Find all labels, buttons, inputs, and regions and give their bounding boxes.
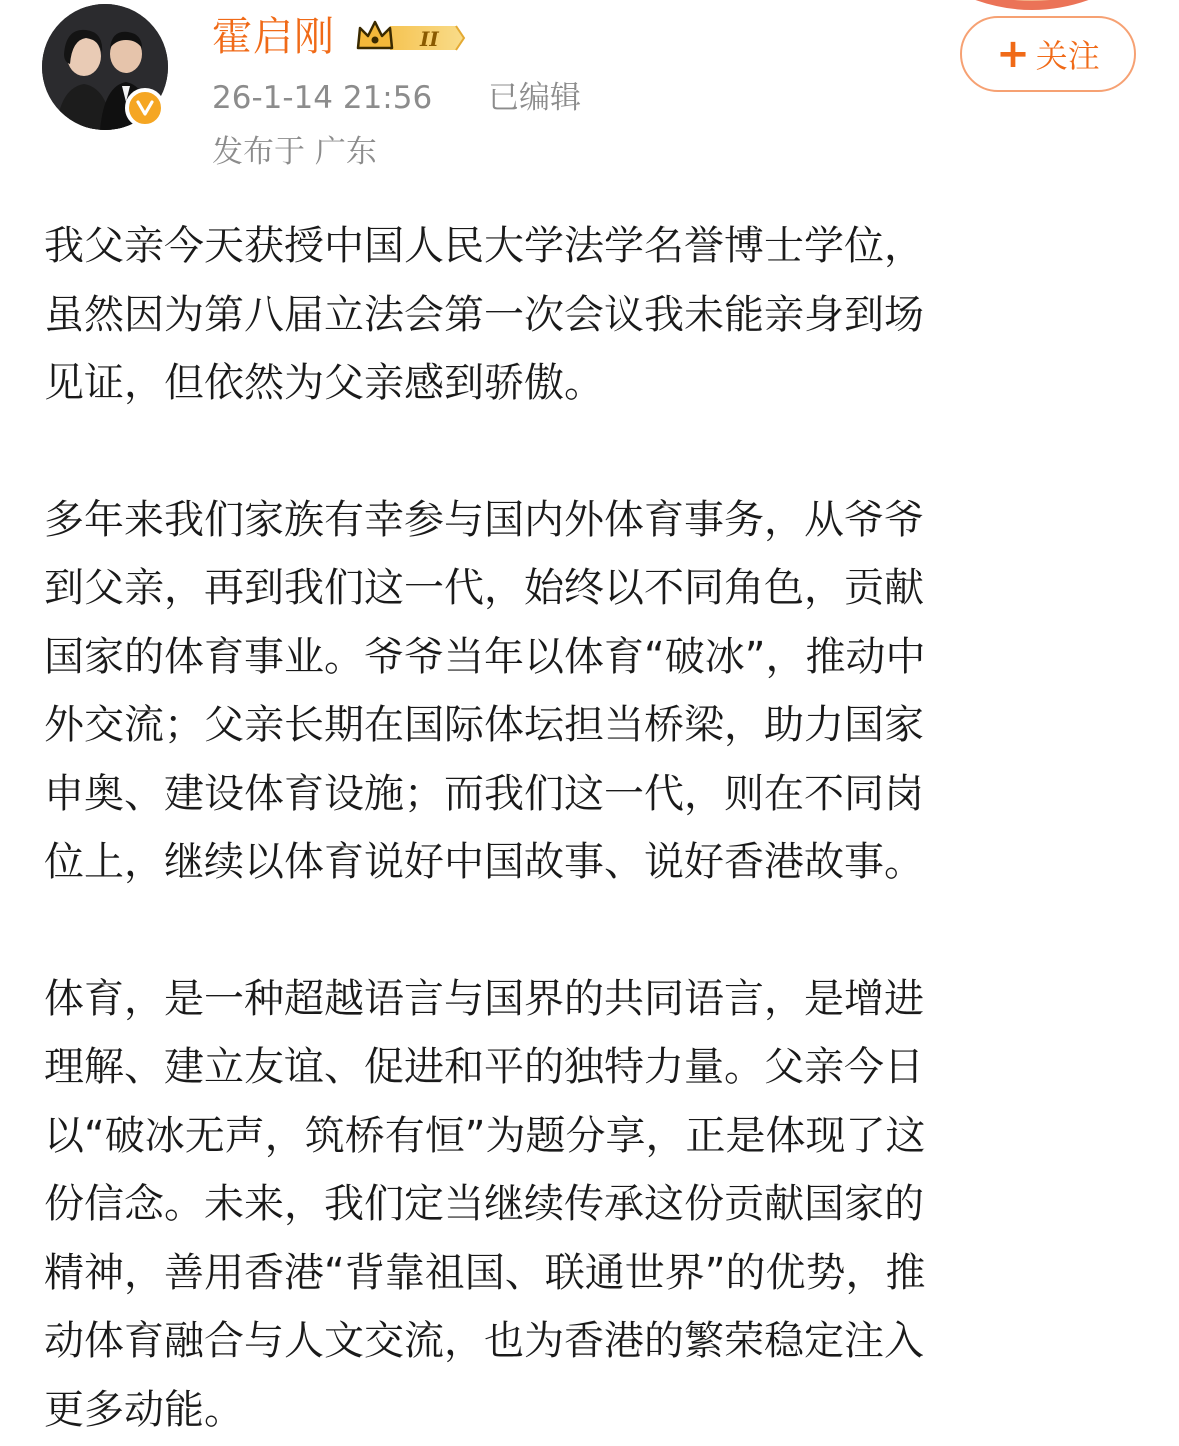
follow-label: 关注 [1035, 37, 1100, 75]
post-paragraph: 多年来我们家族有幸参与国内外体育事务，从爷爷 到父亲，再到我们这一代，始终以不同角色，贡献 国家的体育事业。爷爷当年以体育“破冰”，推动中 外交流；父亲长期在国际体坛担当桥梁，助力国家 申奥、建设体育设施；而我们这一代，则在不同岗 位上，继续以体育说好中国故事、说好香港故事。 [44, 496, 926, 885]
post-header [0, 0, 1179, 190]
post-timestamp: 26-1-14 21:56 [212, 80, 433, 116]
post-location: 发布于 广东 [212, 134, 377, 170]
plus-icon: + [996, 31, 1030, 77]
follow-button[interactable] [960, 16, 1136, 92]
edited-label[interactable]: 已编辑 [488, 80, 581, 116]
post-paragraph: 我父亲今天获授中国人民大学法学名誉博士学位， 虽然因为第八届立法会第一次会议我未能亲身到场 见证，但依然为父亲感到骄傲。 [44, 223, 924, 406]
author-name[interactable]: 霍启刚 [212, 14, 335, 60]
top-banner-decoration [942, 0, 1122, 14]
svg-text:II: II [420, 27, 439, 51]
verified-badge-icon [125, 88, 165, 128]
post-paragraph: 体育，是一种超越语言与国界的共同语言，是增进 理解、建立友谊、促进和平的独特力量。父亲今日 以“破冰无声，筑桥有恒”为题分享，正是体现了这 份信念。未来，我们定当继续传承这份贡献国家的 精神，善用香港“背靠祖国、联通世界”的优势，推 动体育融合与人文交流，也为香港的繁荣稳定注入 更多动能。 [44, 975, 926, 1433]
post-body [44, 212, 1144, 1444]
crown-level-badge-icon[interactable] [356, 18, 470, 58]
